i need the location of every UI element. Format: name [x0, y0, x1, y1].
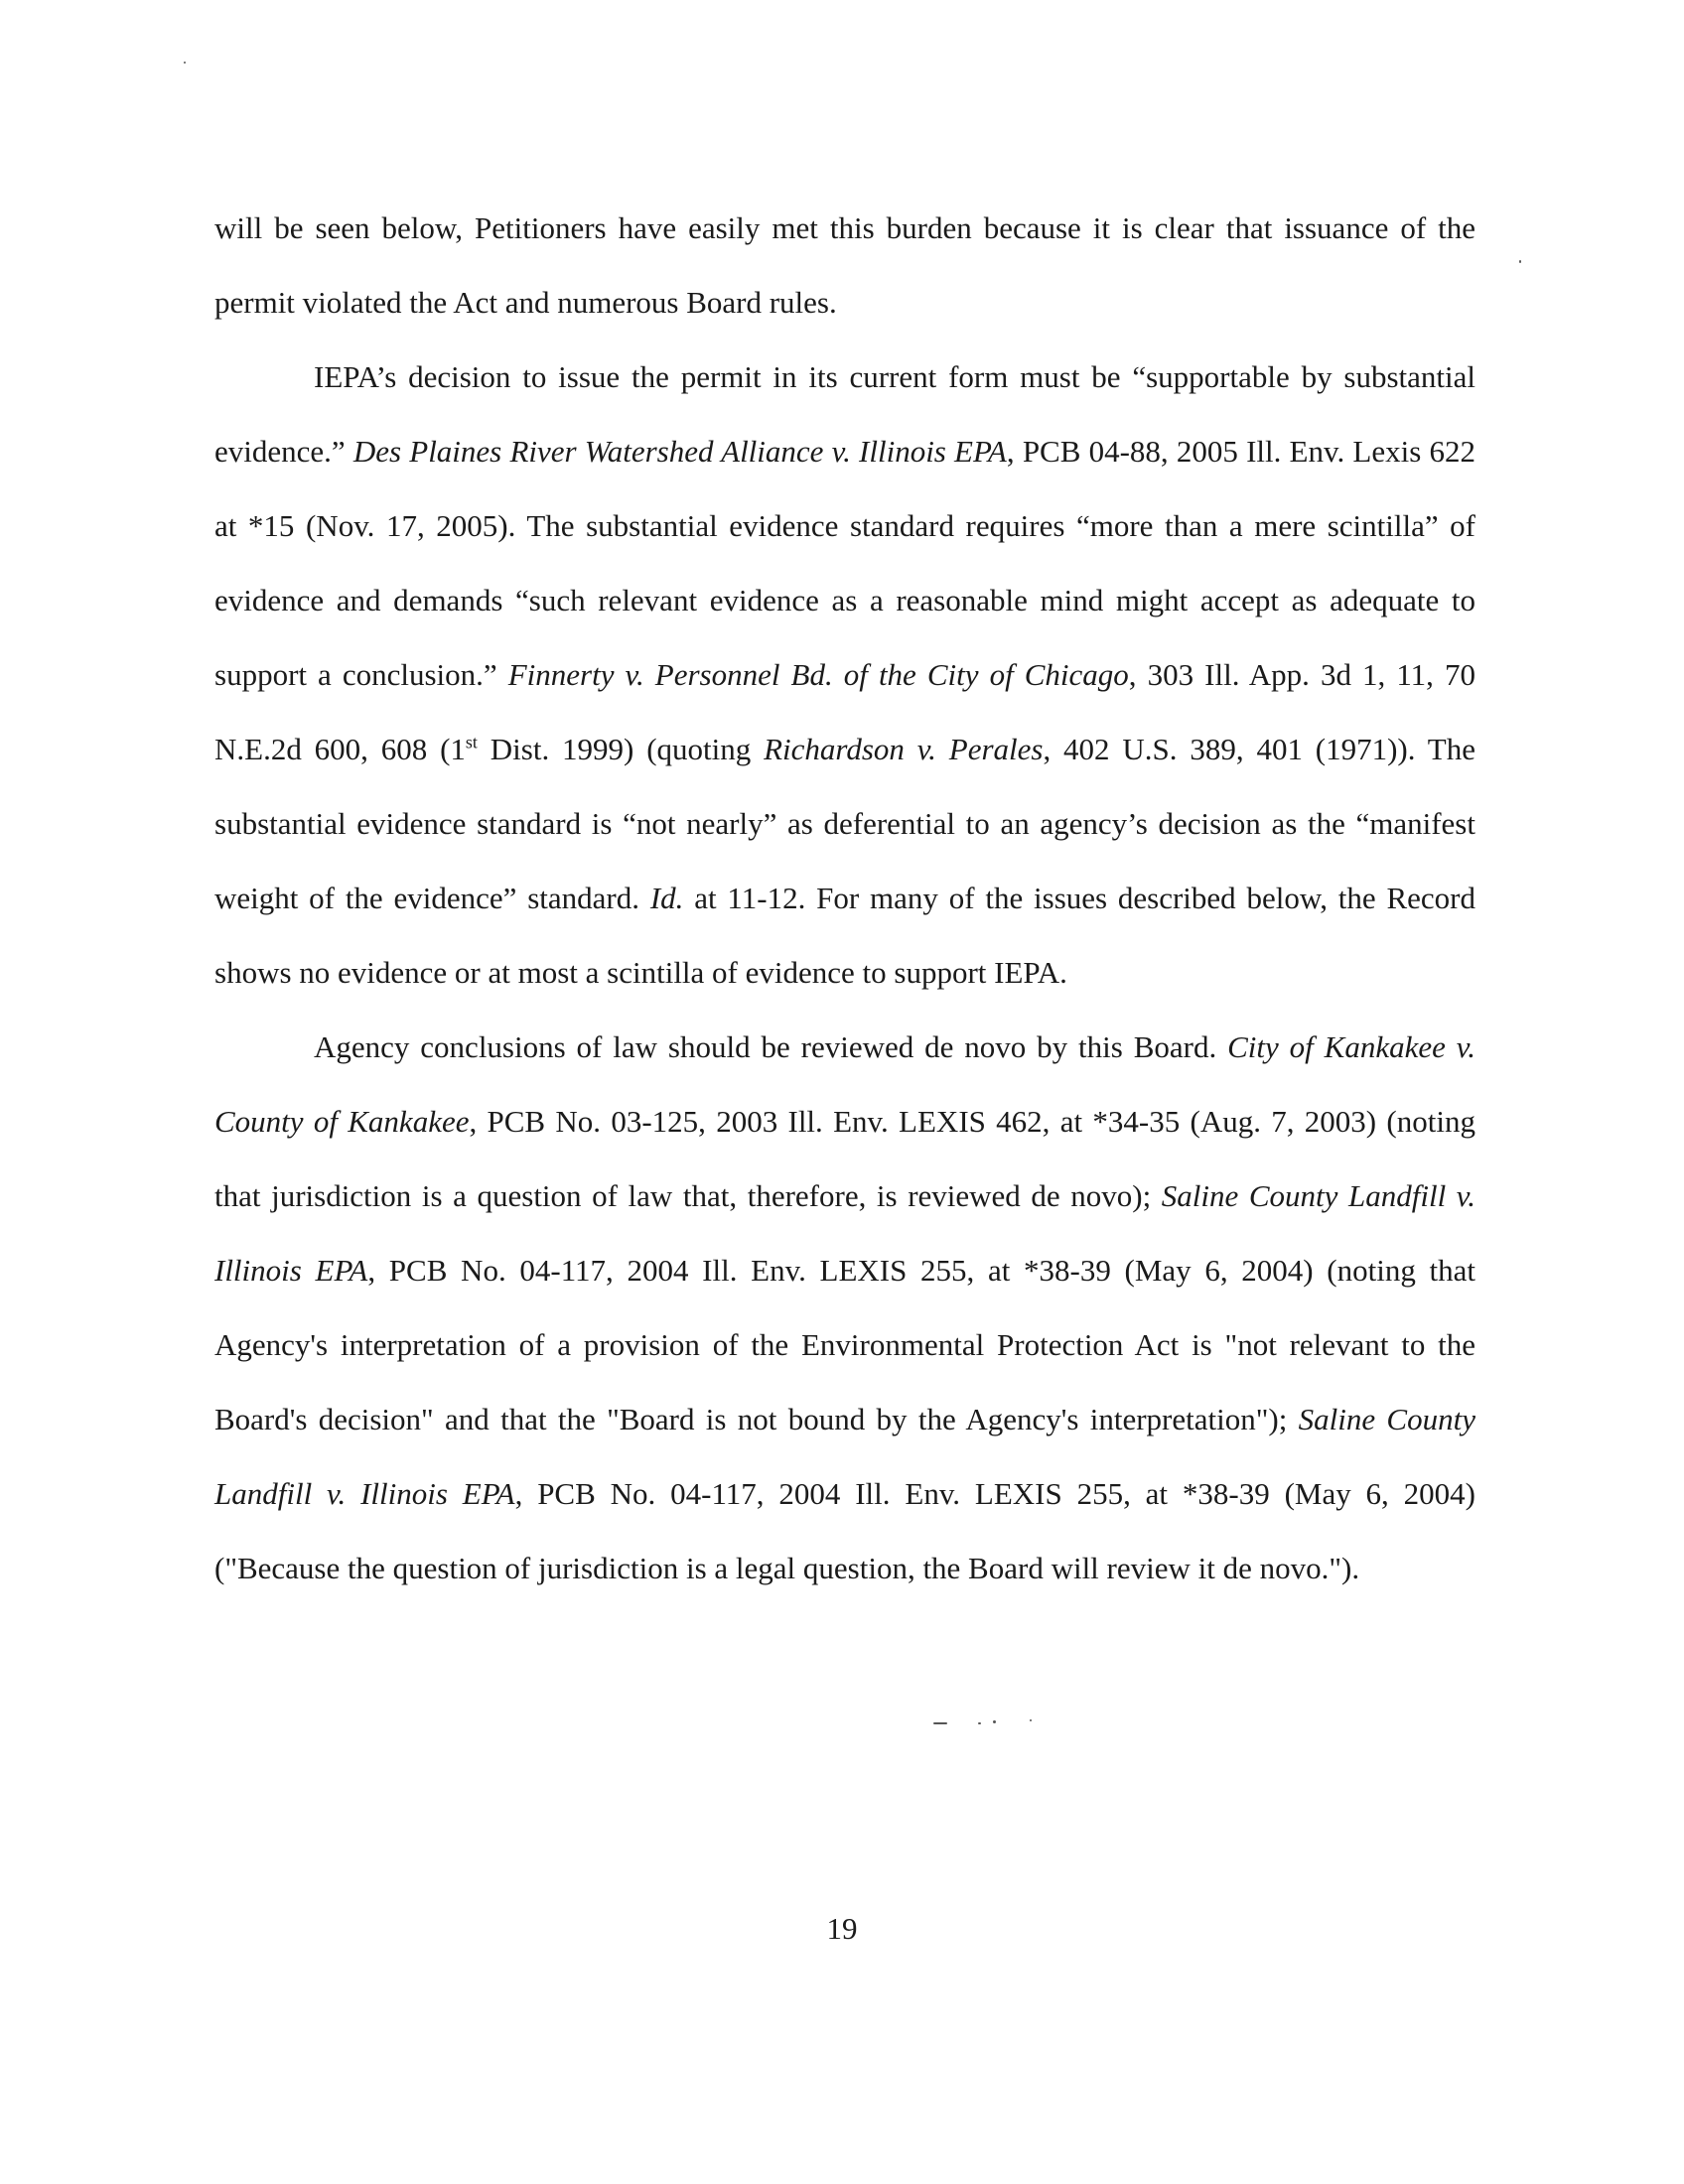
- case-citation: Saline County Landfill v. Illinois EPA: [214, 1178, 1475, 1288]
- body-text: [214, 191, 1475, 1605]
- paragraph-3: [214, 1010, 1475, 1605]
- scan-speck: [993, 1720, 996, 1723]
- text-run: will be seen below, Petitioners have easily met this burden because it is clear that issuance of the permit violated the Act and numerous Board rules.: [214, 210, 1475, 320]
- text-run: , PCB No. 04-117, 2004 Ill. Env. LEXIS 255, at *38-39 (May 6, 2004) ("Because the question of jurisdiction is a legal question, the Board will review it de novo.").: [214, 1476, 1475, 1585]
- page-number: 19: [826, 1911, 858, 1946]
- case-citation: Finnerty v. Personnel Bd. of the City of Chicago: [507, 657, 1129, 692]
- text-run: , PCB No. 03-125, 2003 Ill. Env. LEXIS 462, at *34-35 (Aug. 7, 2003) (noting that jurisdiction is a question of law that, therefore, is reviewed de novo);: [214, 1104, 1475, 1213]
- case-citation: Richardson v. Perales: [764, 732, 1044, 766]
- scan-speck: [1519, 260, 1521, 263]
- text-run: Dist. 1999) (quoting: [477, 732, 765, 766]
- paragraph-1: [214, 191, 1475, 340]
- case-citation: Id.: [649, 881, 684, 915]
- text-run: Agency conclusions of law should be reviewed de novo by this Board.: [314, 1029, 1228, 1064]
- scan-speck: [184, 62, 186, 64]
- text-run: , 303 Ill. App. 3d 1, 11, 70 N.E.2d 600, 608 (1: [214, 657, 1475, 766]
- case-citation: Saline County Landfill v. Illinois EPA: [214, 1402, 1475, 1511]
- text-run: at 11-12. For many of the issues described below, the Record shows no evidence or at most a scintilla of evidence to support IEPA.: [214, 881, 1475, 990]
- scan-speck: [978, 1722, 981, 1724]
- scan-speck: [1030, 1719, 1032, 1721]
- case-citation: City of Kankakee v. County of Kankakee: [214, 1029, 1475, 1139]
- scan-speck: [933, 1722, 947, 1724]
- paragraph-2: [214, 340, 1475, 1010]
- text-run: , PCB 04-88, 2005 Ill. Env. Lexis 622 at *15 (Nov. 17, 2005). The substantial evidence standard requires “more than a mere scintilla” of evidence and demands “such relevant evidence as a reasonable mind might accept as adequate to support a conclusion.”: [214, 434, 1475, 692]
- text-run: , 402 U.S. 389, 401 (1971)). The substantial evidence standard is “not nearly” as deferential to an agency’s decision as the “manifest weight of the evidence” standard.: [214, 732, 1475, 915]
- case-citation: Des Plaines River Watershed Alliance v. Illinois EPA: [352, 434, 1007, 469]
- text-run: IEPA’s decision to issue the permit in its current form must be “supportable by substantial evidence.”: [214, 359, 1475, 469]
- superscript: st: [465, 732, 478, 752]
- text-run: , PCB No. 04-117, 2004 Ill. Env. LEXIS 255, at *38-39 (May 6, 2004) (noting that Agency's interpretation of a provision of the Environmental Protection Act is "not relevant to the Board's decision" and that the "Board is not bound by the Agency's interpretation");: [214, 1253, 1475, 1436]
